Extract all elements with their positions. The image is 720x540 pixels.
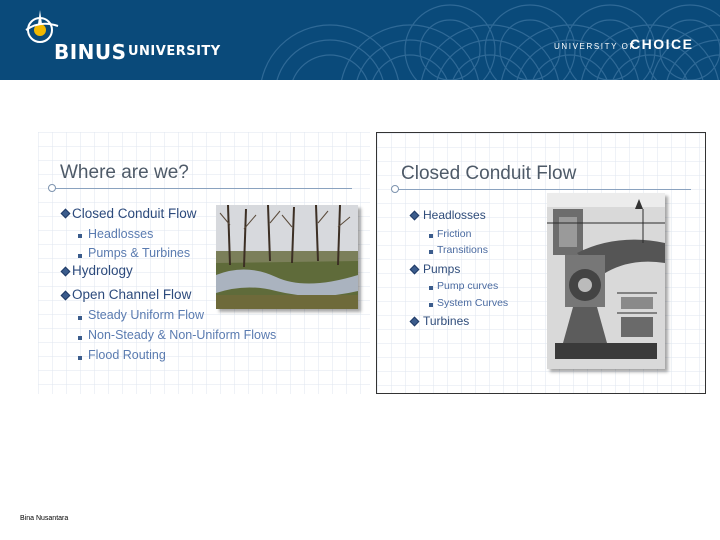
tagline-prefix: UNIVERSITY OF — [554, 42, 636, 51]
square-bullet-icon — [429, 303, 433, 307]
list-item: Pump curves — [437, 280, 499, 292]
square-bullet-icon — [429, 286, 433, 290]
list-item: Friction — [437, 228, 472, 240]
header-banner — [0, 0, 720, 80]
square-bullet-icon — [78, 316, 82, 320]
tagline-highlight: CHOICE — [630, 36, 694, 52]
slide-thumbnail-closed-conduit-flow — [376, 132, 706, 394]
turbine-diagram — [547, 193, 665, 369]
footer-text: Bina Nusantara — [20, 515, 69, 522]
square-bullet-icon — [429, 234, 433, 238]
brand-name: BINUS — [54, 40, 127, 64]
slide-title: Closed Conduit Flow — [401, 163, 577, 184]
square-bullet-icon — [78, 234, 82, 238]
square-bullet-icon — [78, 356, 82, 360]
list-item: Headlosses — [423, 208, 486, 222]
list-item: Hydrology — [72, 263, 133, 278]
title-bullet-icon — [391, 185, 399, 193]
list-item: Non-Steady & Non-Uniform Flows — [88, 328, 277, 342]
list-item: Flood Routing — [88, 348, 166, 362]
title-underline — [395, 189, 691, 190]
list-item: Open Channel Flow — [72, 287, 192, 302]
list-item: Transitions — [437, 244, 488, 256]
square-bullet-icon — [429, 250, 433, 254]
river-photo — [216, 205, 358, 309]
list-item: Pumps & Turbines — [88, 246, 191, 260]
brand-suffix: UNIVERSITY — [128, 44, 221, 59]
slide-title: Where are we? — [60, 162, 189, 183]
title-underline — [52, 188, 352, 189]
list-item: System Curves — [437, 297, 509, 309]
list-item: Closed Conduit Flow — [72, 206, 197, 221]
list-item: Turbines — [423, 314, 470, 328]
slide-thumbnail-where-are-we — [38, 132, 370, 394]
title-bullet-icon — [48, 184, 56, 192]
list-item: Headlosses — [88, 227, 154, 241]
square-bullet-icon — [78, 336, 82, 340]
square-bullet-icon — [78, 254, 82, 258]
list-item: Steady Uniform Flow — [88, 308, 205, 322]
list-item: Pumps — [423, 262, 461, 276]
